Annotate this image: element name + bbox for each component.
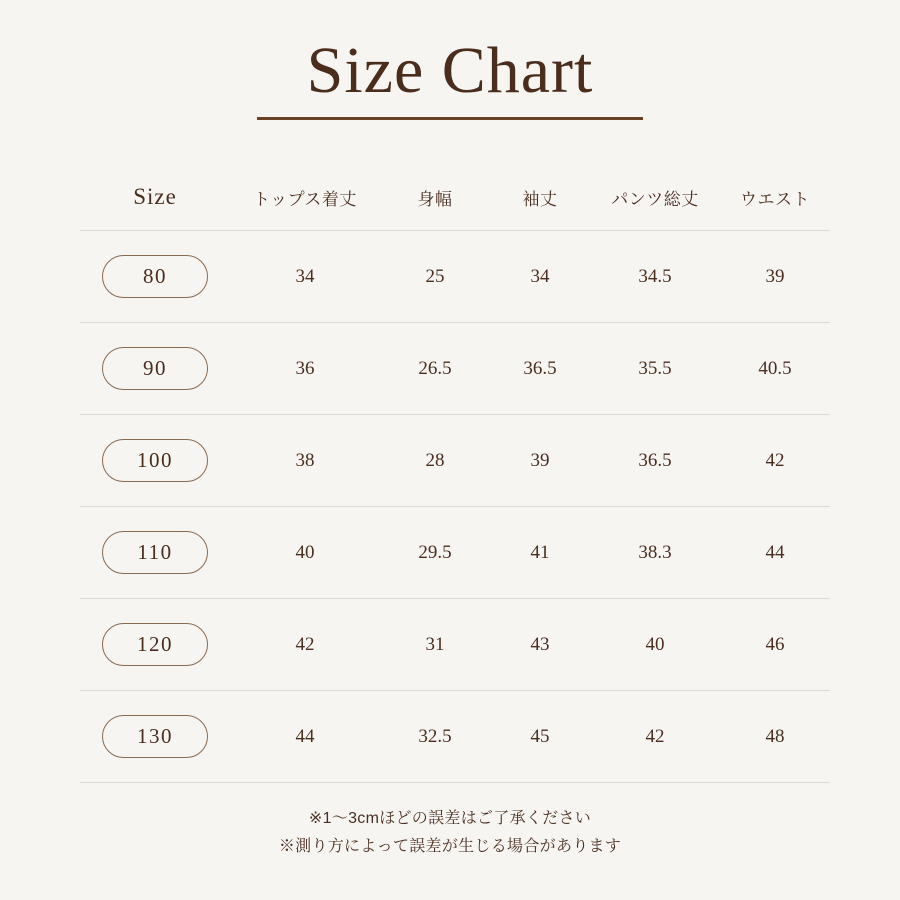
cell-body-width: 26.5 bbox=[418, 357, 452, 379]
cell-pants-length: 35.5 bbox=[638, 357, 672, 379]
note-tolerance: ※1〜3cmほどの誤差はご了承ください bbox=[308, 810, 592, 828]
size-cell bbox=[80, 415, 230, 507]
cell-waist: 40.5 bbox=[758, 357, 792, 379]
cell-pants-length: 38.3 bbox=[638, 541, 672, 563]
cell-pants-length: 40 bbox=[645, 633, 665, 655]
size-table bbox=[80, 166, 830, 783]
table-body bbox=[80, 231, 830, 783]
cell-waist: 46 bbox=[765, 633, 785, 655]
cell-tops-length: 42 bbox=[295, 633, 315, 655]
note-measurement: ※測り方によって誤差が生じる場合があります bbox=[278, 838, 622, 856]
table-row bbox=[80, 323, 830, 415]
cell-body-width: 29.5 bbox=[418, 541, 452, 563]
column-header-tops-length: トップス着丈 bbox=[253, 189, 357, 209]
cell-sleeve-length: 34 bbox=[530, 265, 550, 287]
title-block bbox=[0, 0, 900, 120]
cell-pants-length: 42 bbox=[645, 725, 665, 747]
size-cell bbox=[80, 231, 230, 323]
size-badge: 110 bbox=[102, 531, 208, 574]
page-title: Size Chart bbox=[306, 34, 594, 107]
notes-block bbox=[80, 805, 820, 861]
size-table-container bbox=[80, 166, 820, 783]
table-header bbox=[80, 166, 830, 231]
table-row bbox=[80, 691, 830, 783]
cell-tops-length: 36 bbox=[295, 357, 315, 379]
cell-sleeve-length: 45 bbox=[530, 725, 550, 747]
size-badge: 90 bbox=[102, 347, 208, 390]
cell-body-width: 25 bbox=[425, 265, 445, 287]
table-row bbox=[80, 231, 830, 323]
cell-tops-length: 44 bbox=[295, 725, 315, 747]
table-row bbox=[80, 415, 830, 507]
size-badge: 100 bbox=[102, 439, 208, 482]
cell-sleeve-length: 41 bbox=[530, 541, 550, 563]
cell-body-width: 28 bbox=[425, 449, 445, 471]
column-header-body-width: 身幅 bbox=[417, 189, 453, 209]
cell-sleeve-length: 39 bbox=[530, 449, 550, 471]
cell-waist: 48 bbox=[765, 725, 785, 747]
size-badge: 130 bbox=[102, 715, 208, 758]
cell-tops-length: 38 bbox=[295, 449, 315, 471]
cell-tops-length: 40 bbox=[295, 541, 315, 563]
column-header-size: Size bbox=[133, 184, 177, 210]
table-header-row bbox=[80, 166, 830, 231]
cell-sleeve-length: 36.5 bbox=[523, 357, 557, 379]
cell-waist: 42 bbox=[765, 449, 785, 471]
cell-body-width: 32.5 bbox=[418, 725, 452, 747]
cell-tops-length: 34 bbox=[295, 265, 315, 287]
size-cell bbox=[80, 507, 230, 599]
cell-waist: 39 bbox=[765, 265, 785, 287]
column-header-sleeve-length: 袖丈 bbox=[522, 189, 558, 209]
cell-pants-length: 34.5 bbox=[638, 265, 672, 287]
size-badge: 80 bbox=[102, 255, 208, 298]
table-row bbox=[80, 599, 830, 691]
size-cell bbox=[80, 691, 230, 783]
cell-waist: 44 bbox=[765, 541, 785, 563]
title-underline bbox=[257, 117, 643, 120]
table-row bbox=[80, 507, 830, 599]
cell-pants-length: 36.5 bbox=[638, 449, 672, 471]
cell-sleeve-length: 43 bbox=[530, 633, 550, 655]
size-cell bbox=[80, 323, 230, 415]
cell-body-width: 31 bbox=[425, 633, 445, 655]
size-badge: 120 bbox=[102, 623, 208, 666]
column-header-pants-length: パンツ総丈 bbox=[611, 189, 699, 209]
size-cell bbox=[80, 599, 230, 691]
column-header-waist: ウエスト bbox=[740, 189, 810, 209]
